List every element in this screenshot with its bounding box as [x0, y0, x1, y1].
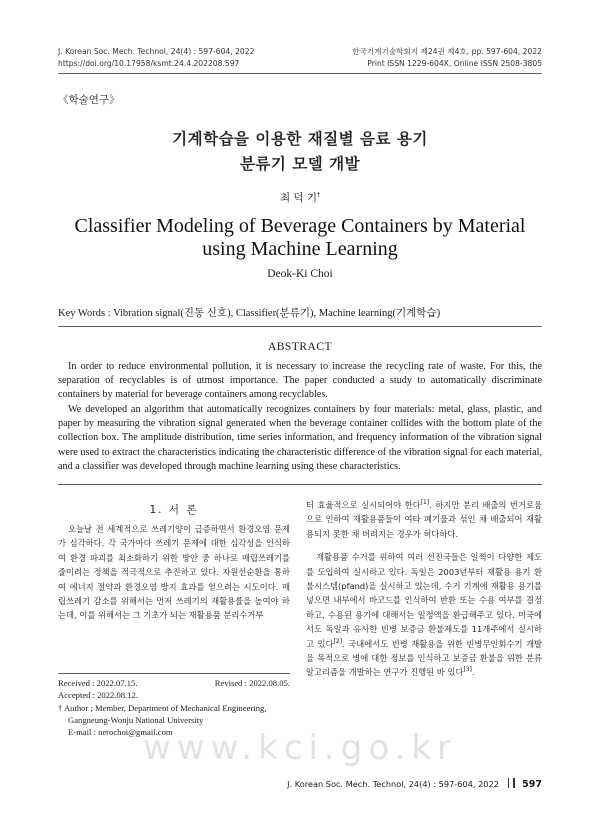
issn-info: Print ISSN 1229-604X, Online ISSN 2508-3805 — [367, 59, 542, 68]
section-heading-introduction: 1. 서 론 — [149, 504, 199, 516]
english-title-line-1: Classifier Modeling of Beverage Containers by Material — [74, 215, 526, 237]
keywords-divider — [58, 326, 542, 327]
korean-title-line-1: 기계학습을 이용한 재질별 음료 용기 — [172, 130, 428, 148]
author-affiliation-line: † Author ; Member, Department of Mechanical Engineering, — [58, 702, 267, 713]
intro-right-paragraph-2 — [306, 550, 542, 680]
footer-separator — [508, 778, 510, 788]
footnote-divider — [58, 673, 290, 674]
revised-date: Revised : 2022.08.05. — [214, 678, 290, 688]
abstract-divider — [58, 484, 542, 485]
reference-1[interactable]: [1] — [420, 499, 430, 507]
page-footer — [287, 778, 542, 790]
keywords-text: Vibration signal(진동 신호), Classifier(분류기), Machine learning(기계학습) — [113, 308, 441, 319]
footer-citation: J. Korean Soc. Mech. Technol, 24(4) : 597-604, 2022 — [287, 779, 499, 789]
keywords-label: Key Words : — [58, 308, 111, 319]
keywords — [58, 305, 440, 320]
university-name: Gangneung-Wonju National University — [68, 714, 204, 725]
abstract-heading: ABSTRACT — [267, 341, 333, 353]
intro-right-column — [306, 498, 542, 680]
header-divider — [58, 73, 542, 74]
doi-link[interactable]: https://doi.org/10.17958/ksmt.24.4.202208.597 — [58, 59, 240, 68]
korean-title-line-2: 분류기 모델 개발 — [239, 155, 361, 173]
intro-right-p2c-text: . — [471, 667, 475, 678]
author-email[interactable]: E-mail : nerochoi@gmail.com — [68, 727, 173, 738]
reference-3[interactable]: [3] — [463, 666, 472, 674]
reference-2[interactable]: [2] — [333, 637, 343, 645]
korean-author — [0, 190, 600, 205]
abstract-paragraph-2: We developed an algorithm that automatically recognizes containers by four materials: metal, glass, plastic, and paper by measuring the vibration signal generated when the beverage container collides with the bottom plate of the collection box. The amplitude distribution, time series information, and frequency information of the vibration signal were used to extract the characteristics indicating the characteristic difference of the vibration signal for each material, and a classifier was developed through machine learning using these characteristics. — [58, 404, 542, 472]
abstract-paragraph-1: In order to reduce environmental pollution, it is necessary to increase the recycling rate of waste. For this, the separation of recyclables is of utmost importance. The paper conducted a study to automatically discriminate containers by material for beverage containers among recyclables. — [58, 361, 542, 401]
article-category: 《학술연구》 — [58, 94, 120, 106]
intro-right-paragraph-1 — [306, 498, 542, 541]
received-date: Received : 2022.07.15. — [58, 678, 138, 688]
received-revised-line — [58, 677, 290, 689]
footer-separator-2 — [513, 778, 515, 788]
intro-right-p2b-text: . 국내에서도 빈병 재활용을 위한 빈병무인회수기 개발을 목적으로 병에 대한 정보를 인식하고 보증금 환불을 위한 분류 알고리즘을 개발하는 연구가 진행된 바 있다 — [306, 638, 542, 678]
page-number: 597 — [522, 779, 542, 790]
english-author: Deok-Ki Choi — [267, 268, 333, 280]
intro-right-p1-text: 터 효율적으로 실시되어야 한다 — [306, 500, 421, 510]
korean-author-name: 최 덕 기 — [279, 192, 318, 204]
journal-citation-header: J. Korean Soc. Mech. Technol, 24(4) : 597-604, 2022 — [58, 47, 255, 56]
intro-left-paragraph: 오늘날 전 세계적으로 쓰레기양이 급증하면서 환경오염 문제가 심각하다. 각 국가마다 쓰레기 문제에 대한 심각성을 인식하여 환경 파괴를 최소화하기 위한 방안 중 하나로 매립쓰레기를 줄이려는 정책을 적극적으로 추진하고 있다. 자원선순환을 통하여 에너지 절약과 환경오염 방지 효과를 얻으려는 시도이다. 매립쓰레기 감소를 위해서는 먼저 쓰레기의 재활용률을 높여야 하는데, 이를 위해서는 그 기초가 되는 재활용품 분리수거부 — [58, 524, 290, 621]
english-title-line-2: using Machine Learning — [202, 238, 398, 260]
journal-korean-header: 한국기계기술학회지 제24권 제4호, pp. 597-604, 2022 — [352, 47, 542, 56]
author-mark: † — [317, 191, 321, 199]
kci-watermark: www.kci.go.kr — [142, 728, 457, 768]
intro-right-p2-text: 재활용품 수거를 위하여 여러 선진국들은 일찍이 다양한 제도를 도입하여 실시하고 있다. 독일은 2003년부터 재활용 용기 환불시스템(pfand)을 실시하고 있는데, 수거 기계에 재활용 용기를 넣으면 내부에서 바코드를 인식하여 반환 또는 수용 여부를 결정하고, 수용된 용기에 대해서는 일정액을 환급해주고 있다. 미국에서도 독일과 유사한 빈병 보증금 환불제도를 11개주에서 실시하고 있다 — [306, 552, 542, 649]
accepted-date: Accepted : 2022.08.12. — [58, 690, 138, 701]
intro-right-p1b-text: . 하지만 분리 배출의 번거로움으로 인하여 재활용품들이 여타 폐기물과 섞인 채 배출되어 재활용되지 못한 채 버려지는 경우가 허다하다. — [306, 500, 542, 539]
